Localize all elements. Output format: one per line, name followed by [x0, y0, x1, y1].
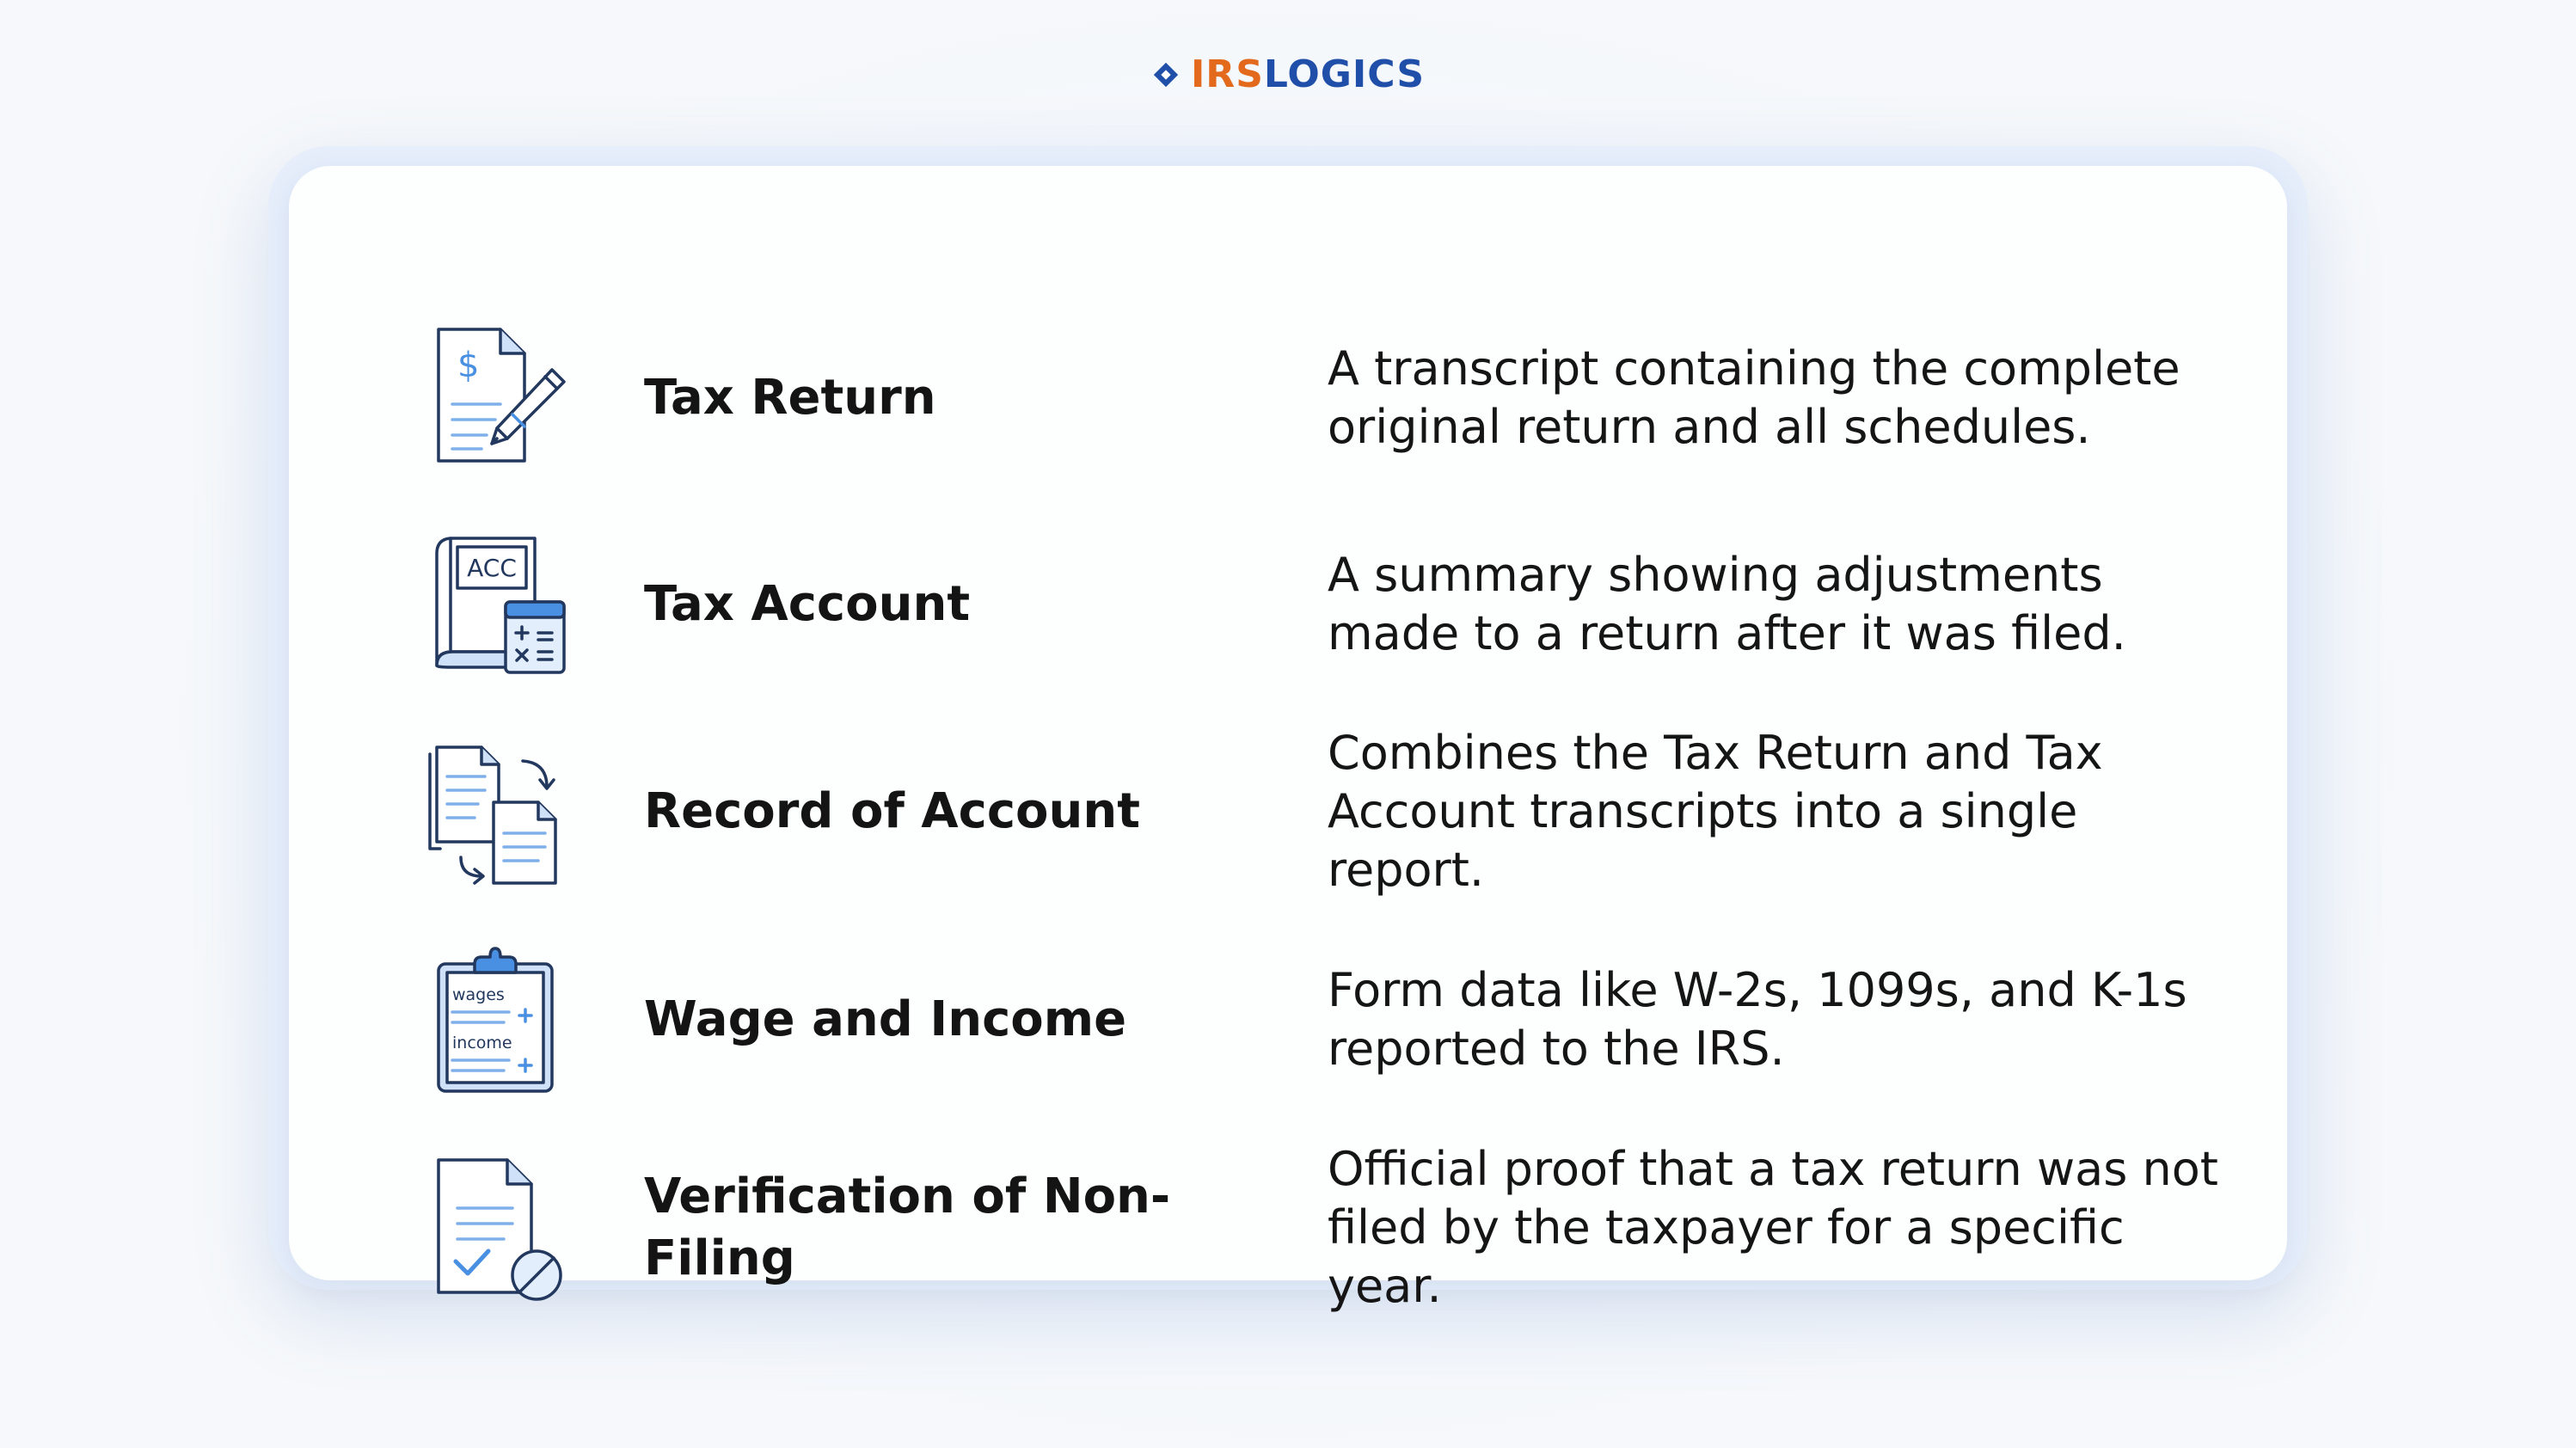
item-name: Tax Account [644, 576, 971, 632]
item-name: Record of Account [644, 783, 1141, 839]
item-description: A summary showing adjustments made to a return after it was filed. [1328, 548, 2126, 660]
list-item [289, 1133, 2287, 1322]
brand-name-part2: LOGICS [1263, 52, 1426, 96]
item-description: Official proof that a tax return was not filed by the taxpayer for a specific year. [1328, 1142, 2218, 1313]
clipboard-label-income: income [452, 1034, 512, 1052]
transcript-types-card [289, 166, 2287, 1313]
tax-return-document-pen-icon [426, 325, 573, 471]
brand-name-part1: IRS [1190, 52, 1264, 96]
diamond-logo-icon [1151, 60, 1181, 89]
account-book-calculator-icon [426, 531, 573, 678]
list-item [289, 304, 2287, 493]
list-item [289, 925, 2287, 1114]
item-description: Form data like W-2s, 1099s, and K-1s reported to the IRS. [1328, 963, 2187, 1076]
item-description: Combines the Tax Return and Tax Account transcripts into a single report. [1328, 726, 2103, 897]
list-item [289, 510, 2287, 699]
clipboard-wages-income-icon [426, 947, 573, 1093]
document-check-no-filing-icon [426, 1155, 573, 1301]
list-item [289, 717, 2287, 906]
item-description: A transcript containing the complete original return and all schedules. [1328, 341, 2180, 454]
clipboard-label-wages: wages [452, 985, 505, 1004]
brand-name [1191, 53, 1425, 96]
item-name: Verification of Non-Filing [644, 1169, 1171, 1286]
combined-documents-arrows-icon [426, 739, 573, 885]
item-name: Wage and Income [644, 991, 1127, 1047]
brand-logo [0, 53, 2576, 96]
svg-text:$: $ [457, 346, 480, 385]
book-label: ACC [467, 554, 517, 582]
item-name: Tax Return [644, 370, 936, 426]
